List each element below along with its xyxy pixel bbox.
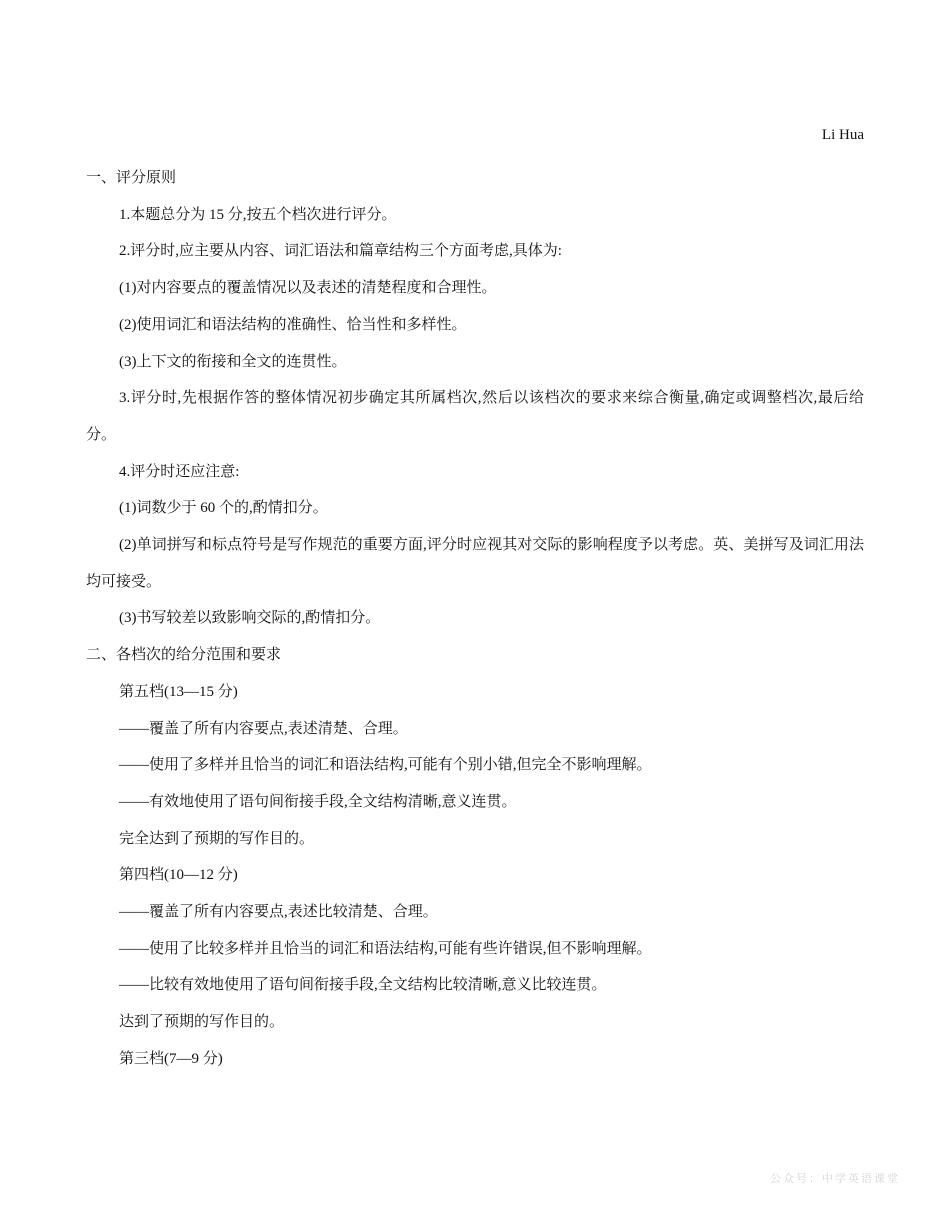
paragraph: ——有效地使用了语句间衔接手段,全文结构清晰,意义连贯。	[119, 793, 517, 810]
paragraph: 第三档(7—9 分)	[119, 1050, 223, 1067]
paragraph: 3.评分时,先根据作答的整体情况初步确定其所属档次,然后以该档次的要求来综合衡量,确定或调整档次,最后给分。	[86, 390, 864, 443]
section-heading: 一、评分原则	[86, 170, 177, 186]
paragraph: ——比较有效地使用了语句间衔接手段,全文结构比较清晰,意义比较连贯。	[119, 977, 607, 994]
paragraph: (3)上下文的衔接和全文的连贯性。	[119, 353, 347, 370]
paragraph: 2.评分时,应主要从内容、词汇语法和篇章结构三个方面考虑,具体为:	[119, 243, 562, 260]
paragraph: ——使用了多样并且恰当的词汇和语法结构,可能有个别小错,但完全不影响理解。	[119, 757, 652, 774]
document-body	[86, 160, 864, 1078]
paragraph: ——覆盖了所有内容要点,表述比较清楚、合理。	[119, 904, 438, 921]
paragraph: (1)对内容要点的覆盖情况以及表述的清楚程度和合理性。	[119, 280, 497, 297]
paragraph: 达到了预期的写作目的。	[119, 1014, 285, 1031]
paragraph: 完全达到了预期的写作目的。	[119, 830, 315, 847]
paragraph: 第四档(10—12 分)	[119, 867, 238, 884]
author-name: Li Hua	[821, 127, 864, 143]
paragraph: (2)使用词汇和语法结构的准确性、恰当性和多样性。	[119, 316, 467, 333]
paragraph: (2)单词拼写和标点符号是写作规范的重要方面,评分时应视其对交际的影响程度予以考虑。英、美拼写及词汇用法均可接受。	[86, 537, 864, 590]
paragraph: 1.本题总分为 15 分,按五个档次进行评分。	[119, 206, 397, 223]
section-heading: 二、各档次的给分范围和要求	[86, 647, 282, 664]
paragraph: (1)词数少于 60 个的,酌情扣分。	[119, 500, 328, 517]
paragraph: ——覆盖了所有内容要点,表述清楚、合理。	[119, 720, 408, 737]
watermark: 公众号：中学英语课堂	[770, 1173, 900, 1185]
paragraph: ——使用了比较多样并且恰当的词汇和语法结构,可能有些许错误,但不影响理解。	[119, 940, 652, 957]
paragraph: 第五档(13—15 分)	[119, 683, 238, 700]
paragraph: (3)书写较差以致影响交际的,酌情扣分。	[119, 610, 381, 627]
paragraph: 4.评分时还应注意:	[119, 463, 240, 480]
